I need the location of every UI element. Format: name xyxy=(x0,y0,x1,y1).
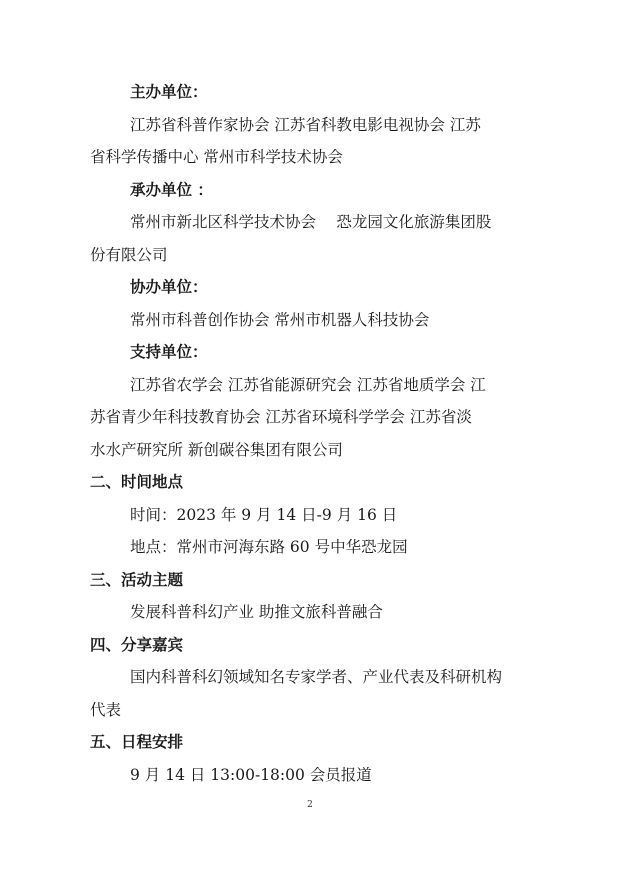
section-guests-heading: 四、分享嘉宾 xyxy=(90,636,184,654)
time-line: 时间：2023 年 9 月 14 日-9 月 16 日 xyxy=(130,506,398,524)
place-line: 地点：常州市河海东路 60 号中华恐龙园 xyxy=(130,538,408,556)
schedule-line-1: 9 月 14 日 13:00-18:00 会员报道 xyxy=(130,766,372,784)
co-organizer-line-1: 常州市科普创作协会 常州市机器人科技协会 xyxy=(130,311,430,329)
supporter-line-2: 苏省青少年科技教育协会 江苏省环境科学学会 江苏省淡 xyxy=(90,408,472,426)
host-line-1: 常州市新北区科学技术协会 恐龙园文化旅游集团股 xyxy=(130,213,492,231)
guests-line-1: 国内科普科幻领域知名专家学者、产业代表及科研机构 xyxy=(130,668,503,686)
organizer-line-1: 江苏省科普作家协会 江苏省科教电影电视协会 江苏 xyxy=(130,116,481,134)
guests-line-2: 代表 xyxy=(90,701,122,719)
page-number: 2 xyxy=(307,800,313,810)
section-time-place-heading: 二、时间地点 xyxy=(90,473,184,491)
organizer-heading: 主办单位： xyxy=(130,83,208,101)
section-theme-heading: 三、活动主题 xyxy=(90,571,184,589)
supporter-line-3: 水水产研究所 新创碳谷集团有限公司 xyxy=(90,441,343,459)
section-schedule-heading: 五、日程安排 xyxy=(90,733,184,751)
supporter-line-1: 江苏省农学会 江苏省能源研究会 江苏省地质学会 江 xyxy=(130,376,486,394)
organizer-line-2: 省科学传播中心 常州市科学技术协会 xyxy=(90,148,343,166)
host-heading: 承办单位 ： xyxy=(130,181,213,199)
host-line-2: 份有限公司 xyxy=(90,246,168,264)
co-organizer-heading: 协办单位： xyxy=(130,278,208,296)
supporter-heading: 支持单位： xyxy=(130,343,208,361)
theme-line: 发展科普科幻产业 助推文旅科普融合 xyxy=(130,603,383,621)
